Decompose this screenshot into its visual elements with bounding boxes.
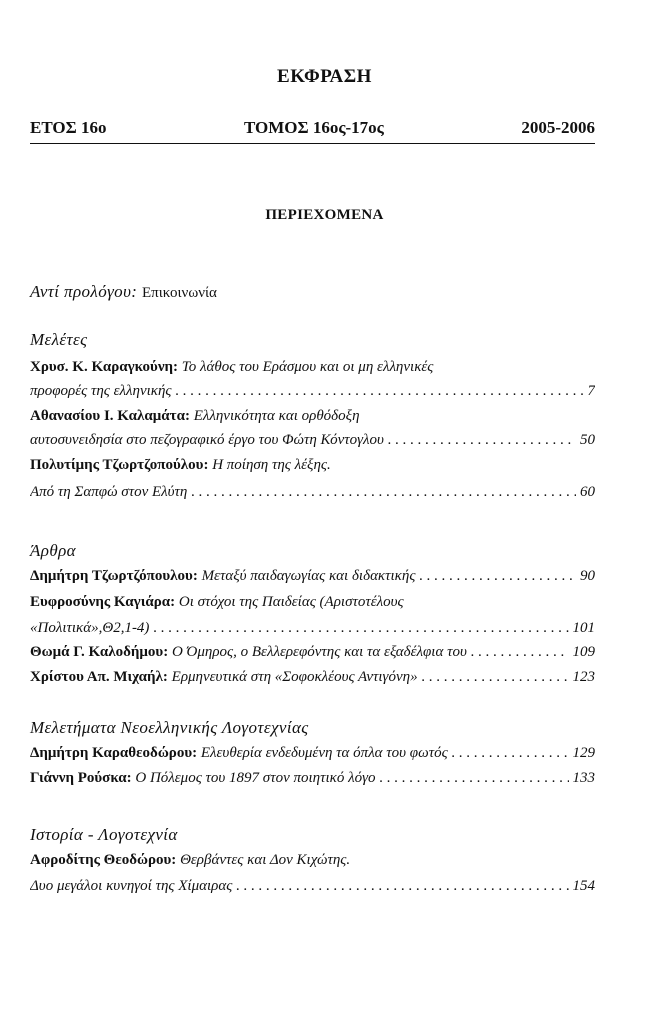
toc-entry-line xyxy=(30,668,595,687)
entry-title: Δυο μεγάλοι κυνηγοί της Χίμαιρας xyxy=(30,878,233,894)
volume-label: ΤΟΜΟΣ 16ος-17ος xyxy=(243,118,384,137)
toc-entry-line xyxy=(30,431,595,450)
entry-title: Ελληνικότητα και ορθόδοξη xyxy=(193,408,360,424)
entry-title: Θερβάντες και Δον Κιχώτης. xyxy=(180,852,351,868)
entry-page-number: 129 xyxy=(572,745,595,761)
dot-leader xyxy=(471,643,569,662)
journal-title: ΕΚΦΡΑΣΗ xyxy=(277,66,372,87)
toc-entry-line xyxy=(30,358,595,377)
entry-author: Χρίστου Απ. Μιχαήλ: xyxy=(30,669,168,685)
entry-author: Πολυτίμης Τζωρτζοπούλου: xyxy=(30,457,209,473)
entry-page-number: 90 xyxy=(580,568,595,584)
section-title: Ιστορία - Λογοτεχνία xyxy=(30,825,178,844)
section-title: Μελετήματα Νεοελληνικής Λογοτεχνίας xyxy=(30,718,309,737)
toc-entry-line xyxy=(30,567,595,586)
toc-entry-line xyxy=(30,769,595,788)
entry-author: Αφροδίτης Θεοδώρου: xyxy=(30,852,177,868)
dot-leader xyxy=(422,668,569,687)
journal-header-row xyxy=(30,118,595,144)
section-title: Άρθρα xyxy=(30,541,76,560)
entry-page-number: 7 xyxy=(587,383,595,399)
dot-leader xyxy=(388,431,576,450)
entry-title: Ο Όμηρος, ο Βελλερεφόντης και τα εξαδέλφια του xyxy=(171,644,467,660)
toc-entry-line xyxy=(30,456,595,475)
toc-entry-line xyxy=(30,593,595,612)
toc-entry-line xyxy=(30,619,595,638)
entry-title: Από τη Σαπφώ στον Ελύτη xyxy=(30,484,188,500)
entry-page-number: 60 xyxy=(580,484,595,500)
dot-leader xyxy=(419,567,576,586)
entry-page-number: 101 xyxy=(572,620,595,636)
entry-page-number: 154 xyxy=(572,878,595,894)
entry-title: Μεταξύ παιδαγωγίας και διδακτικής xyxy=(201,568,416,584)
dot-leader xyxy=(236,877,568,896)
toc-entry-line xyxy=(30,851,595,870)
toc-entry-line xyxy=(30,407,595,426)
entry-page-number: 50 xyxy=(580,432,595,448)
entry-title: αυτοσυνειδησία στο πεζογραφικό έργο του Φώτη Κόντογλου xyxy=(30,432,384,448)
toc-entry-line xyxy=(30,483,595,502)
foreword-label: Αντί προλόγου: xyxy=(30,282,138,301)
entry-author: Δημήτρη Τζωρτζόπουλου: xyxy=(30,568,198,584)
dot-leader xyxy=(176,382,584,401)
entry-title: Η ποίηση της λέξης. xyxy=(212,457,331,473)
entry-title: Οι στόχοι της Παιδείας (Αριστοτέλους xyxy=(178,594,404,610)
dot-leader xyxy=(153,619,568,638)
dot-leader xyxy=(380,769,569,788)
entry-author: Χρυσ. Κ. Καραγκούνη: xyxy=(30,359,179,375)
entry-title: προφορές της ελληνικής xyxy=(30,383,172,399)
entry-title: Το λάθος του Εράσμου και οι μη ελληνικές xyxy=(181,359,434,375)
years-label: 2005-2006 xyxy=(521,118,595,137)
foreword-text: Επικοινωνία xyxy=(142,285,217,301)
entry-title: «Πολιτικά»,Θ2,1-4) xyxy=(30,620,150,636)
section-title: Μελέτες xyxy=(30,330,88,349)
entry-page-number: 109 xyxy=(572,644,595,660)
toc-entry-line xyxy=(30,643,595,662)
entry-page-number: 133 xyxy=(572,770,595,786)
entry-author: Ευφροσύνης Καγιάρα: xyxy=(30,594,176,610)
foreword-line xyxy=(30,282,217,302)
year-label: ΕΤΟΣ 16ο xyxy=(30,118,107,137)
entry-author: Θωμά Γ. Καλοδήμου: xyxy=(30,644,169,660)
toc-entry-line xyxy=(30,877,595,896)
entry-title: Ο Πόλεμος του 1897 στον ποιητικό λόγο xyxy=(135,770,376,786)
entry-author: Αθανασίου Ι. Καλαμάτα: xyxy=(30,408,190,424)
contents-title: ΠΕΡΙΕΧΟΜΕΝΑ xyxy=(265,207,384,223)
entry-title: Ερμηνευτικά στη «Σοφοκλέους Αντιγόνη» xyxy=(171,669,418,685)
toc-entry-line xyxy=(30,382,595,401)
entry-page-number: 123 xyxy=(572,669,595,685)
toc-entry-line xyxy=(30,744,595,763)
dot-leader xyxy=(191,483,576,502)
dot-leader xyxy=(452,744,569,763)
entry-author: Γιάννη Ρούσκα: xyxy=(30,770,132,786)
entry-author: Δημήτρη Καραθεοδώρου: xyxy=(30,745,198,761)
entry-title: Ελευθερία ενδεδυμένη τα όπλα του φωτός xyxy=(200,745,448,761)
